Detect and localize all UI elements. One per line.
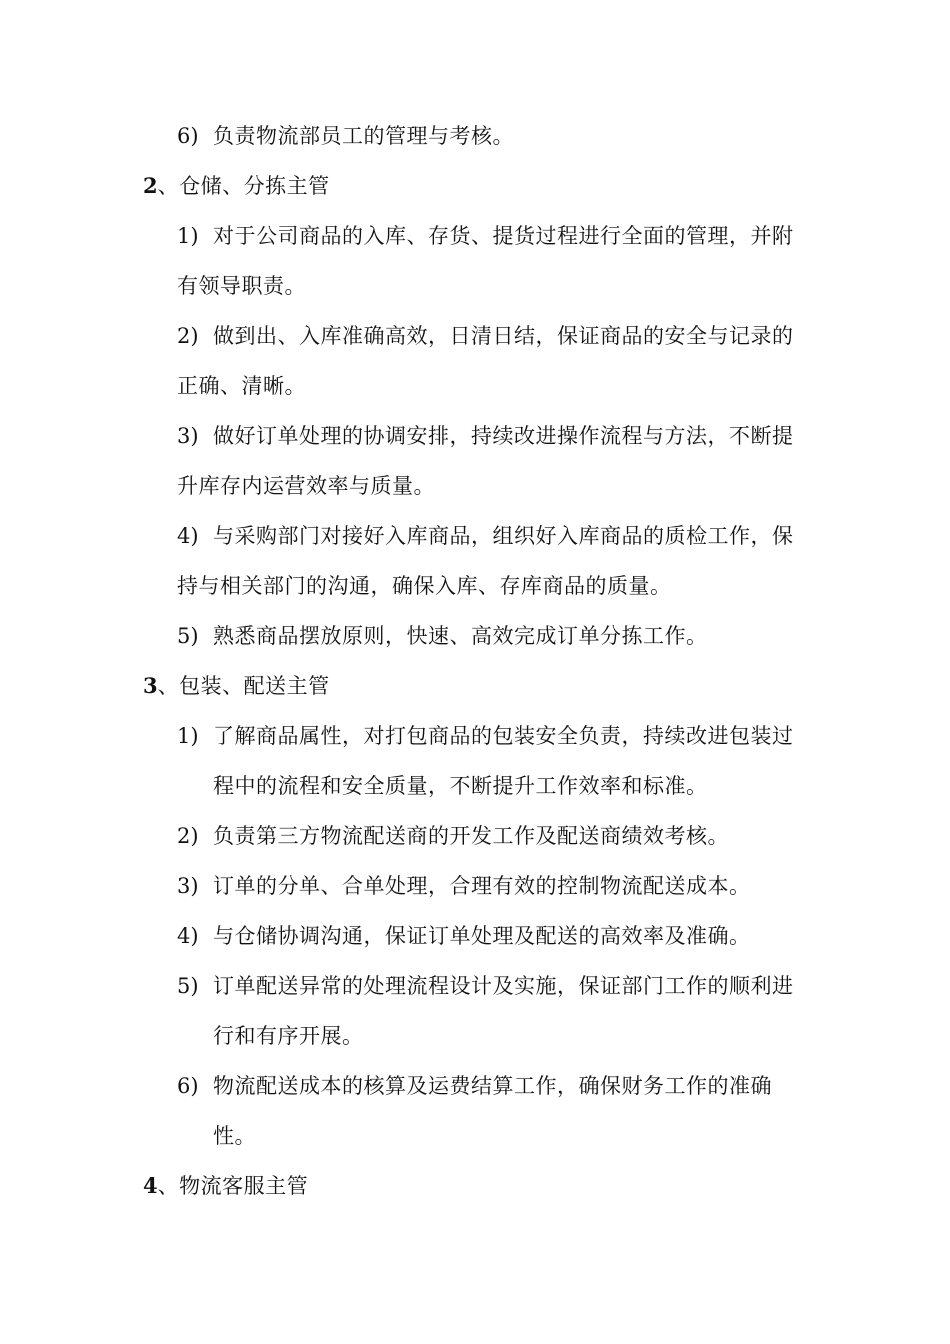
- list-item: [177, 522, 794, 550]
- item-number: 2): [177, 324, 199, 348]
- section-title: 、包装、配送主管: [157, 674, 330, 698]
- item-continuation: [213, 1022, 364, 1050]
- item-text: 做到出、入库准确高效，日清日结，保证商品的安全与记录的: [213, 324, 794, 348]
- item-text: 熟悉商品摆放原则，快速、高效完成订单分拣工作。: [213, 624, 708, 648]
- item-text: 持与相关部门的沟通，确保入库、存库商品的质量。: [177, 574, 672, 598]
- item-text: 了解商品属性，对打包商品的包装安全负责，持续改进包装过: [213, 724, 794, 748]
- list-item: [177, 822, 729, 850]
- item-text: 负责第三方物流配送商的开发工作及配送商绩效考核。: [213, 824, 729, 848]
- item-number: 1): [177, 224, 199, 248]
- item-number: 2): [177, 824, 199, 848]
- item-number: 1): [177, 724, 199, 748]
- item-continuation: [213, 772, 708, 800]
- list-item: [177, 922, 751, 950]
- item-text: 性。: [213, 1124, 256, 1148]
- list-item: [177, 422, 794, 450]
- item-number: 5): [177, 624, 199, 648]
- item-text: 升库存内运营效率与质量。: [177, 474, 435, 498]
- list-item: [177, 722, 794, 750]
- item-text: 程中的流程和安全质量，不断提升工作效率和标准。: [213, 774, 708, 798]
- list-item: [177, 122, 514, 150]
- item-text: 做好订单处理的协调安排，持续改进操作流程与方法，不断提: [213, 424, 794, 448]
- list-item: [177, 222, 794, 250]
- item-text: 订单的分单、合单处理，合理有效的控制物流配送成本。: [213, 874, 751, 898]
- section-number: 2: [143, 173, 158, 198]
- item-number: 3): [177, 424, 199, 448]
- list-item: [177, 622, 708, 650]
- section-title: 、物流客服主管: [157, 1174, 309, 1198]
- list-item: [177, 1072, 772, 1100]
- section-heading: [143, 1172, 308, 1200]
- item-number: 6): [177, 1074, 199, 1098]
- item-continuation: [213, 1122, 256, 1150]
- section-number: 4: [143, 1173, 158, 1198]
- list-item: [177, 972, 794, 1000]
- item-continuation: [177, 272, 306, 300]
- section-title: 、仓储、分拣主管: [157, 174, 330, 198]
- item-number: 3): [177, 874, 199, 898]
- list-item: [177, 872, 751, 900]
- item-number: 5): [177, 974, 199, 998]
- list-item: [177, 322, 794, 350]
- item-text: 与仓储协调沟通，保证订单处理及配送的高效率及准确。: [213, 924, 751, 948]
- item-continuation: [177, 572, 672, 600]
- item-text: 物流配送成本的核算及运费结算工作，确保财务工作的准确: [213, 1074, 772, 1098]
- item-text: 负责物流部员工的管理与考核。: [213, 124, 514, 148]
- item-text: 对于公司商品的入库、存货、提货过程进行全面的管理，并附: [213, 224, 794, 248]
- item-continuation: [177, 372, 306, 400]
- section-number: 3: [143, 673, 158, 698]
- item-number: 6): [177, 124, 199, 148]
- section-heading: [143, 172, 330, 200]
- item-continuation: [177, 472, 435, 500]
- item-text: 行和有序开展。: [213, 1024, 364, 1048]
- item-number: 4): [177, 924, 199, 948]
- section-heading: [143, 672, 330, 700]
- item-text: 与采购部门对接好入库商品，组织好入库商品的质检工作，保: [213, 524, 794, 548]
- item-text: 有领导职责。: [177, 274, 306, 298]
- item-text: 正确、清晰。: [177, 374, 306, 398]
- item-text: 订单配送异常的处理流程设计及实施，保证部门工作的顺利进: [213, 974, 794, 998]
- item-number: 4): [177, 524, 199, 548]
